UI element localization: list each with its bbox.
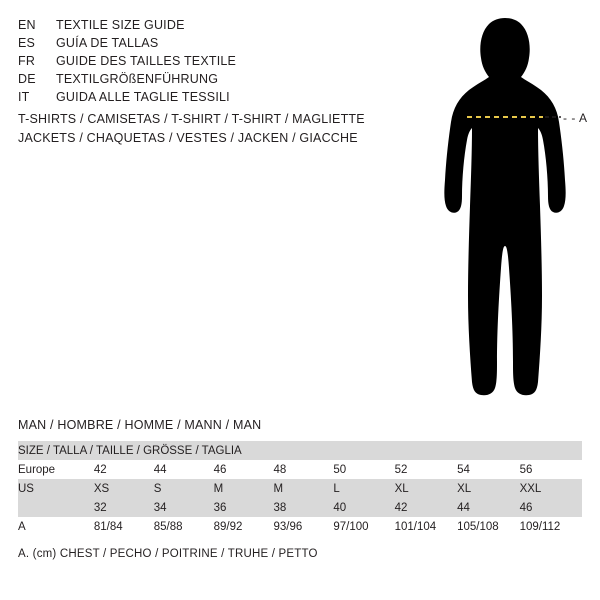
body-figure (415, 10, 590, 410)
cell: L (333, 482, 340, 495)
cell: 52 (394, 463, 408, 476)
cell: 48 (273, 463, 287, 476)
cell: XXL (519, 482, 542, 495)
row-label: A (18, 520, 26, 533)
cell: 46 (519, 501, 533, 514)
language-title: TEXTILE SIZE GUIDE (56, 18, 185, 32)
cell: M (213, 482, 224, 495)
cell: XS (93, 482, 110, 495)
cell: 97/100 (333, 520, 369, 533)
cell: 54 (457, 463, 470, 476)
cell: 40 (333, 501, 347, 514)
language-code: DE (18, 72, 36, 86)
cell: 44 (457, 501, 470, 514)
category-jackets: JACKETS / CHAQUETAS / VESTES / JACKEN / GIACCHE (18, 131, 358, 145)
cell: 81/84 (93, 520, 123, 533)
table-footnote: A. (cm) CHEST / PECHO / POITRINE / TRUHE / PETTO (18, 548, 318, 560)
table-row (18, 498, 582, 517)
cell: XL (394, 482, 409, 495)
language-row (18, 70, 418, 88)
cell: 46 (213, 463, 227, 476)
cell: 36 (213, 501, 227, 514)
table-header-label: SIZE / TALLA / TAILLE / GRÖSSE / TAGLIA (18, 444, 242, 457)
table-row (18, 517, 582, 536)
cell: 42 (394, 501, 408, 514)
cell: 32 (93, 501, 107, 514)
language-title: GUIDE DES TAILLES TEXTILE (56, 54, 237, 68)
table-row (18, 479, 582, 498)
cell: 89/92 (213, 520, 243, 533)
cell: 56 (519, 463, 533, 476)
cell: 85/88 (153, 520, 183, 533)
size-table (18, 441, 582, 536)
table-row (18, 460, 582, 479)
measure-label-a: - - A (563, 111, 588, 125)
language-row (18, 88, 418, 106)
cell: 109/112 (519, 520, 561, 533)
cell: 38 (273, 501, 287, 514)
table-header-row (18, 441, 582, 460)
language-list (18, 16, 418, 106)
cell: 42 (93, 463, 107, 476)
row-label: US (18, 482, 34, 495)
cell: 105/108 (457, 520, 499, 533)
language-code: FR (18, 54, 36, 68)
cell: 93/96 (273, 520, 303, 533)
language-code: ES (18, 36, 36, 50)
category-tshirts: T-SHIRTS / CAMISETAS / T-SHIRT / T-SHIRT / MAGLIETTE (18, 112, 365, 126)
cell: M (273, 482, 284, 495)
language-title: GUIDA ALLE TAGLIE TESSILI (56, 90, 230, 104)
row-label (18, 498, 94, 517)
cell: 44 (153, 463, 167, 476)
language-title: TEXTILGRÖßENFÜHRUNG (56, 72, 219, 86)
garment-categories (18, 110, 438, 148)
language-code: IT (18, 90, 30, 104)
language-code: EN (18, 18, 36, 32)
language-row (18, 52, 418, 70)
language-title: GUÍA DE TALLAS (56, 36, 159, 50)
man-silhouette-icon (415, 10, 590, 410)
cell: 101/104 (394, 520, 437, 533)
cell: 34 (153, 501, 167, 514)
language-row (18, 16, 418, 34)
table-group-title: MAN / HOMBRE / HOMME / MANN / MAN (18, 418, 262, 432)
cell: 50 (333, 463, 347, 476)
cell: XL (457, 482, 472, 495)
row-label: Europe (18, 463, 56, 476)
cell: S (153, 482, 162, 495)
language-row (18, 34, 418, 52)
